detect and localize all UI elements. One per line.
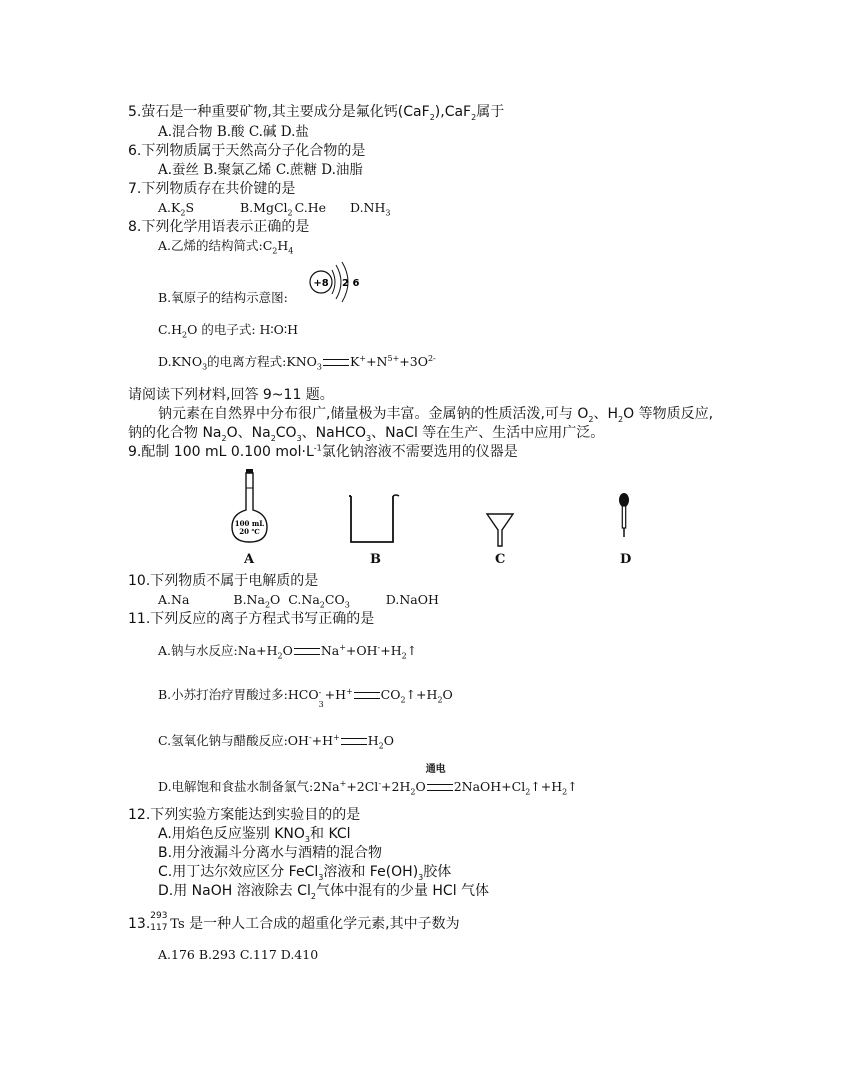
equals-sign: [354, 692, 380, 699]
volumetric-flask-image: [230, 466, 270, 546]
passage-line-2: 钠的化合物 $Na_2O$、$Na_2CO_3$、NaHCO$_3$、NaCl 等在生产、生活中应用广泛。: [128, 425, 605, 443]
q8-option-c: $C.H_2O$ 的电子式: H∶O∶H: [158, 322, 299, 340]
q13-options: A.176 B.293 C.117 D.410: [158, 947, 319, 962]
q5-options: A.混合物 B.酸 C.碱 D.盐: [158, 124, 309, 140]
q6-options: A.蚕丝 B.聚氯乙烯 C.蔗糖 D.油脂: [158, 162, 363, 178]
instrument-label-b: B: [370, 552, 381, 567]
funnel-image: [485, 512, 515, 548]
q11-option-a: A.钠与水反应$:Na+H_2O$ $Na^++OH^-+H_2↑$: [158, 642, 418, 661]
q8-option-b: B.氧原子的结构示意图:: [158, 290, 288, 305]
instrument-label-c: C: [495, 552, 506, 567]
atom-shell-electrons: 2 6: [342, 278, 360, 289]
oxygen-atom-diagram: [306, 262, 360, 302]
q8-option-a: A.乙烯的结构简式$:C_2H_4$: [158, 238, 294, 256]
instrument-label-a: A: [244, 552, 255, 567]
q5-stem: 5.萤石是一种重要矿物,其主要成分是氟化钙(CaF$_2$),CaF$_2$属于: [128, 104, 505, 122]
q11-option-b: B.小苏打治疗胃酸过多:HCO - 3 +H+ $CO_2↑+H_2O$: [158, 686, 453, 709]
equals-sign: [341, 738, 367, 745]
q10-stem: 10.下列物质不属于电解质的是: [128, 573, 319, 589]
electrolysis-condition: 通电: [425, 764, 446, 775]
q6-stem: 6.下列物质属于天然高分子化合物的是: [128, 143, 366, 159]
instrument-label-d: D: [620, 552, 632, 567]
flask-temperature-label: 20 ℃: [239, 527, 260, 536]
equals-sign: [323, 359, 349, 366]
atom-nucleus-label: +8: [313, 278, 329, 289]
q12-option-a: A.用焰色反应鉴别 $KNO_3$和 KCl: [158, 826, 351, 844]
q9-stem: 9.配制 100 mL 0.100 $mol\cdot L^{-1}$氯化钠溶液不需要选用的仪器是: [128, 443, 518, 460]
q8-option-d: $D.KNO_3$的电离方程式$:KNO_3$ $K^++N^{5+}+3O^{2-}$: [158, 353, 436, 372]
q7-stem: 7.下列物质存在共价键的是: [128, 181, 296, 197]
q10-options: A.Na $B.Na_2O$ $C.Na_2CO_3$ D.NaOH: [158, 592, 439, 610]
q13-stem: 13. 293 117 Ts 是一种人工合成的超重化学元素,其中子数为: [128, 911, 460, 933]
q8-stem: 8.下列化学用语表示正确的是: [128, 219, 310, 235]
q12-option-d: D.用 NaOH 溶液除去 $Cl_2$气体中混有的少量 HCl 气体: [158, 883, 490, 901]
passage-line-1: 钠元素在自然界中分布很广,储量极为丰富。金属钠的性质活泼,可与 $O_2$、$H_2O$ 等物质反应,: [158, 406, 714, 424]
q11-option-d: D.电解饱和食盐水制备氯气$:2Na^++2Cl^-+2H_2O$ 通电 $2NaOH+Cl_2↑+H_2↑$: [158, 778, 578, 796]
beaker-image: [346, 492, 402, 544]
equals-sign: [294, 648, 320, 655]
dropper-image: [614, 490, 634, 550]
q12-option-c: C.用丁达尔效应区分 FeCl$_3$溶液和 $Fe(OH)_3$胶体: [158, 864, 452, 882]
flask-capacity-label: 100 mL: [234, 519, 265, 528]
equals-sign: [427, 784, 453, 791]
q11-stem: 11.下列反应的离子方程式书写正确的是: [128, 611, 375, 627]
q11-option-c: C.氢氧化钠与醋酸反应:OH-+H+ $H_2O$: [158, 732, 394, 751]
q7-options: $A.K_2S$ B.MgCl$_2$ C.He $D.NH_3$: [158, 200, 391, 218]
passage-intro: 请阅读下列材料,回答 9~11 题。: [128, 387, 334, 403]
q12-option-b: B.用分液漏斗分离水与酒精的混合物: [158, 845, 383, 861]
q12-stem: 12.下列实验方案能达到实验目的的是: [128, 807, 361, 823]
